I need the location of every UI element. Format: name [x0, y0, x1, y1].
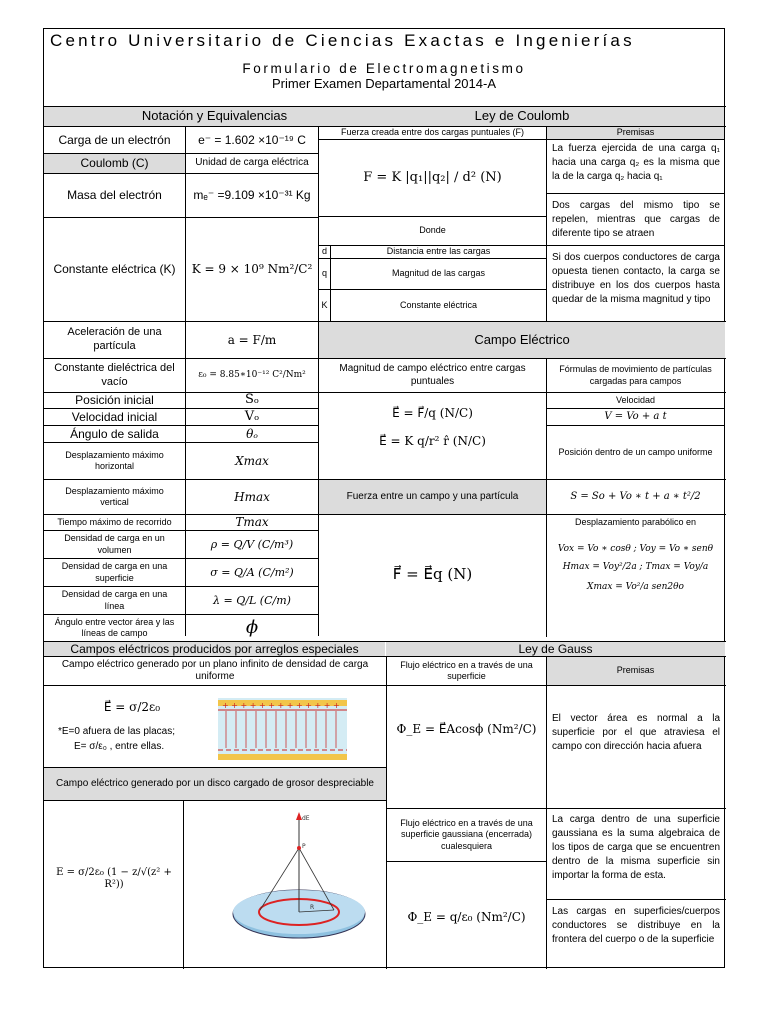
parallel-plates-figure: [216, 696, 349, 762]
notation-label: Densidad de carga en un volumen: [64, 533, 165, 555]
campo-formula-2: E⃗ = K q/r² r̂ (N/C): [379, 433, 486, 448]
campo-magnitud-caption: Magnitud de campo eléctrico entre cargas puntuales: [339, 363, 526, 387]
disco-caption: Campo eléctrico generado por un disco cargado de grosor despreciable: [44, 768, 386, 800]
svg-text:P: P: [302, 843, 306, 850]
notation-value: Sₒ: [245, 392, 259, 408]
notation-label: Desplazamiento máximo vertical: [65, 485, 164, 507]
divider: [44, 800, 386, 801]
notation-value: Xmax: [235, 453, 269, 468]
plano-note-1: *E=0 afuera de las placas;: [58, 726, 176, 737]
notation-value: Unidad de carga eléctrica: [195, 157, 309, 169]
exam-title: Primer Examen Departamental 2014-A: [272, 76, 496, 91]
especiales-heading: Campos eléctricos producidos por arreglos especiales: [44, 642, 385, 656]
notation-label: Masa del electrón: [67, 188, 162, 202]
coulomb-var-sym: K: [321, 299, 328, 310]
plano-note-2: E= σ/ε₀ , entre ellas.: [74, 741, 165, 752]
gauss-formula: Φ_E = q/ε₀ (Nm²/C): [407, 909, 526, 924]
gauss-gaussiana-caption: Flujo eléctrico en a través de una superficie gaussiana (encerrada) cualesquiera: [400, 818, 533, 851]
charged-disk-figure: [230, 810, 368, 942]
plano-formula: E⃗ = σ/2ε₀: [103, 699, 161, 714]
formulario-sheet: [43, 28, 725, 968]
campo-formula-1: E⃗ = F⃗/q (N/C): [392, 405, 473, 420]
notation-label: Ángulo de salida: [70, 426, 159, 441]
svg-text:+ + + + + + + + + + + + +: + + + + + + + + + + + + +: [222, 701, 340, 710]
notation-value: ϕ: [245, 616, 259, 638]
campo-parabolico-f1: Vox = Vo ∗ cosθ ; Voy = Vo ∗ senθ: [557, 544, 714, 555]
coulomb-premisa-1: La fuerza ejercida de una carga q₁ hacia una carga q₂ es la misma que la de la carga q₂ hacia q₁: [552, 143, 720, 182]
campo-mov-heading: Fórmulas de movimiento de partículas cargadas para campos: [559, 364, 712, 386]
gauss-premisa-3: Las cargas en superficies/cuerpos conductores se distribuye en la frontera del cuerpo o de la superficie: [552, 906, 720, 945]
notation-label: Ángulo entre vector área y las líneas de campo: [54, 616, 175, 638]
notation-value: ε₀ = 8.85∗10⁻¹² C²/Nm²: [198, 369, 306, 380]
gauss-flujo-caption: Flujo eléctrico en a través de una superficie: [400, 659, 533, 681]
campo-formula-3: F⃗ = E⃗q (N): [392, 564, 473, 583]
divider: [546, 193, 725, 194]
coulomb-var-desc: Magnitud de las cargas: [391, 268, 486, 279]
campo-heading: Campo Eléctrico: [319, 322, 725, 358]
notation-label: Densidad de carga en una línea: [61, 589, 168, 611]
divider: [183, 800, 184, 969]
campo-velocidad-formula: V = Vo + a t: [604, 410, 667, 422]
divider: [386, 861, 546, 862]
notation-label: Carga de un electrón: [58, 132, 171, 147]
page-subtitle: Formulario de Electromagnetismo: [242, 61, 526, 76]
divider: [546, 899, 726, 900]
plano-caption: Campo eléctrico generado por un plano infinito de densidad de carga uniforme: [61, 658, 369, 682]
svg-text:dE: dE: [302, 815, 310, 822]
gauss-flujo-formula: Φ_E = E⃗Acosϕ (Nm²/C): [396, 721, 537, 736]
notation-value: θₒ: [246, 426, 258, 441]
coulomb-var-sym: d: [321, 246, 327, 257]
gauss-premisa-2: La carga dentro de una superficie gaussiana es la suma algebraica de los tipos de carga que se encuentren dentro de la misma superficie sin importar la forma de esta.: [552, 814, 720, 881]
divider: [546, 656, 547, 969]
svg-text:R: R: [310, 904, 315, 911]
notation-value: ρ = Q/V (C/m³): [210, 537, 294, 551]
coulomb-premisa-2: Dos cargas del mismo tipo se repelen, mientras que cargas de diferente tipo se atraen: [552, 200, 720, 239]
coulomb-heading: Ley de Coulomb: [320, 107, 724, 126]
notation-value: K = 9 × 10⁹ Nm²/C²: [191, 262, 313, 276]
campo-parabolico-label: Desplazamiento parabólico en: [574, 516, 697, 527]
divider: [546, 126, 547, 324]
notation-label: Constante dieléctrica del vacío: [54, 361, 175, 388]
notation-value: σ = Q/A (C/m²): [210, 565, 294, 579]
divider: [44, 685, 726, 686]
gauss-premisa-1: El vector área es normal a la superficie por el que atraviesa el campo con dirección hacia afuera: [552, 713, 720, 752]
notation-value: Hmax: [234, 489, 270, 504]
notation-heading: Notación y Equivalencias: [44, 107, 385, 126]
coulomb-force-caption: Fuerza creada entre dos cargas puntuales (F): [340, 127, 525, 138]
campo-parabolico-f2: Hmax = Voy²/2a ; Tmax = Voy/a: [562, 562, 709, 573]
notation-label: Constante eléctrica (K): [53, 262, 176, 276]
notation-label: Velocidad inicial: [71, 409, 158, 424]
coulomb-var-desc: Constante eléctrica: [399, 299, 478, 310]
disco-formula: E = σ/2ε₀ (1 − z/√(z² + R²)): [56, 866, 172, 890]
gauss-premisas-heading: Premisas: [547, 657, 724, 685]
notation-label: Posición inicial: [75, 393, 154, 407]
campo-velocidad-label: Velocidad: [615, 394, 656, 405]
notation-value: a = F/m: [227, 332, 277, 347]
notation-label: Aceleración de una partícula: [67, 326, 162, 352]
campo-fuerza-caption: Fuerza entre un campo y una partícula: [319, 480, 546, 514]
campo-posicion-formula: S = So + Vo ∗ t + a ∗ t²/2: [570, 490, 701, 502]
campo-parabolico-f3: Xmax = Vo²/a sen2θo: [587, 582, 684, 593]
notation-value: Vₒ: [244, 408, 260, 424]
coulomb-var-sym: q: [321, 268, 327, 279]
notation-value: Tmax: [235, 515, 269, 529]
coulomb-var-desc: Distancia entre las cargas: [386, 246, 491, 257]
notation-value: e⁻ = 1.602 ×10⁻¹⁹ C: [198, 132, 306, 147]
notation-value: λ = Q/L (C/m): [213, 593, 291, 607]
notation-label: Desplazamiento máximo horizontal: [65, 449, 164, 471]
notation-value: mₑ⁻ =9.109 ×10⁻³¹ Kg: [193, 188, 311, 202]
coulomb-premisas-heading: Premisas: [547, 127, 724, 139]
gauss-heading: Ley de Gauss: [386, 642, 725, 656]
coulomb-formula: F = K |q₁||q₂| / d² (N): [363, 169, 502, 185]
coulomb-donde: Donde: [419, 225, 446, 236]
notation-label: Coulomb (C): [44, 154, 185, 173]
campo-posicion-label: Posición dentro de un campo uniforme: [558, 446, 713, 457]
coulomb-premisa-3: Si dos cuerpos conductores de carga opuesta tienen contacto, la carga se distribuye en los dos cuerpos hasta quedar de la misma magnitud y tipo: [552, 252, 720, 305]
page-title: Centro Universitario de Ciencias Exactas e Ingenierías: [50, 31, 635, 50]
notation-label: Densidad de carga en una superficie: [61, 561, 168, 583]
notation-label: Tiempo máximo de recorrido: [57, 516, 172, 527]
